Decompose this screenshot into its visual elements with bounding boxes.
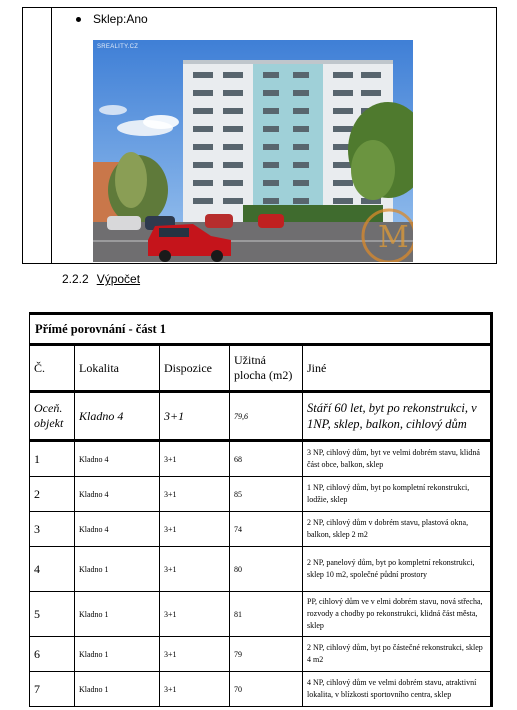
row-layout: 3+1: [160, 512, 230, 547]
row-area: 68: [230, 441, 303, 477]
header-layout: Dispozice: [160, 345, 230, 392]
row-other: 2 NP, cihlový dům, byt po částečné rekonstrukci, sklep 4 m2: [303, 637, 492, 672]
row-other: 1 NP, cihlový dům, byt po kompletní rekonstrukci, lodžie, sklep: [303, 477, 492, 512]
row-area: 79: [230, 637, 303, 672]
row-layout: 3+1: [160, 637, 230, 672]
row-layout: 3+1: [160, 672, 230, 707]
subject-area: 79,6: [230, 392, 303, 441]
subject-location: Kladno 4: [75, 392, 160, 441]
cellar-text: Sklep:Ano: [93, 12, 148, 26]
table-row: [30, 672, 492, 707]
table-row: [30, 592, 492, 637]
row-other: PP, cihlový dům ve v elmi dobrém stavu, nová střecha, rozvody a chodby po rekonstrukci, klidná část města, sklep: [303, 592, 492, 637]
row-location: Kladno 1: [75, 592, 160, 637]
row-location: Kladno 4: [75, 477, 160, 512]
row-area: 80: [230, 547, 303, 592]
row-no: 6: [30, 637, 75, 672]
row-layout: 3+1: [160, 477, 230, 512]
table-title: Přímé porovnání - část 1: [30, 314, 492, 345]
apartment-building-image: [93, 40, 413, 262]
row-other: 2 NP, panelový dům, byt po kompletní rekonstrukci, sklep 10 m2, společné půdní prostory: [303, 547, 492, 592]
row-layout: 3+1: [160, 441, 230, 477]
header-other: Jiné: [303, 345, 492, 392]
subject-layout: 3+1: [160, 392, 230, 441]
section-number: 2.2.2: [62, 272, 89, 286]
photo-logo-letter: M: [378, 220, 409, 255]
row-other: 2 NP, cihlový dům v dobrém stavu, plastová okna, balkon, sklep 2 m2: [303, 512, 492, 547]
section-title: Výpočet: [96, 272, 141, 286]
table-row: [30, 512, 492, 547]
header-location: Lokalita: [75, 345, 160, 392]
row-no: 2: [30, 477, 75, 512]
row-area: 81: [230, 592, 303, 637]
row-no: 5: [30, 592, 75, 637]
row-no: 4: [30, 547, 75, 592]
table-header-row: [30, 345, 492, 392]
subject-row: [30, 392, 492, 441]
table-title-row: [30, 314, 492, 345]
row-other: 4 NP, cihlový dům ve velmi dobrém stavu, atraktivní lokalita, v blízkosti sportovního centra, sklep: [303, 672, 492, 707]
table-column-divider: [51, 8, 52, 263]
table-row: [30, 477, 492, 512]
property-photo: [93, 40, 413, 262]
comparison-table: [29, 312, 493, 707]
row-layout: 3+1: [160, 547, 230, 592]
row-location: Kladno 1: [75, 547, 160, 592]
cellar-bullet-item: [76, 12, 148, 26]
table-row: [30, 637, 492, 672]
row-area: 70: [230, 672, 303, 707]
row-no: 7: [30, 672, 75, 707]
row-location: Kladno 1: [75, 672, 160, 707]
header-area: Užitná plocha (m2): [230, 345, 303, 392]
subject-no: Oceň. objekt: [30, 392, 75, 441]
row-location: Kladno 1: [75, 637, 160, 672]
row-no: 1: [30, 441, 75, 477]
row-area: 74: [230, 512, 303, 547]
row-layout: 3+1: [160, 592, 230, 637]
row-no: 3: [30, 512, 75, 547]
table-row: [30, 547, 492, 592]
row-area: 85: [230, 477, 303, 512]
bullet-icon: [76, 17, 81, 22]
header-no: Č.: [30, 345, 75, 392]
photo-watermark: SREALITY.CZ: [97, 44, 139, 50]
property-detail-box: [22, 7, 497, 264]
subject-other: Stáří 60 let, byt po rekonstrukci, v 1NP, sklep, balkon, cihlový dům: [303, 392, 492, 441]
row-location: Kladno 4: [75, 512, 160, 547]
table-row: [30, 441, 492, 477]
row-location: Kladno 4: [75, 441, 160, 477]
section-heading: [62, 272, 140, 286]
row-other: 3 NP, cihlový dům, byt ve velmi dobrém stavu, klidná část obce, balkon, sklep: [303, 441, 492, 477]
